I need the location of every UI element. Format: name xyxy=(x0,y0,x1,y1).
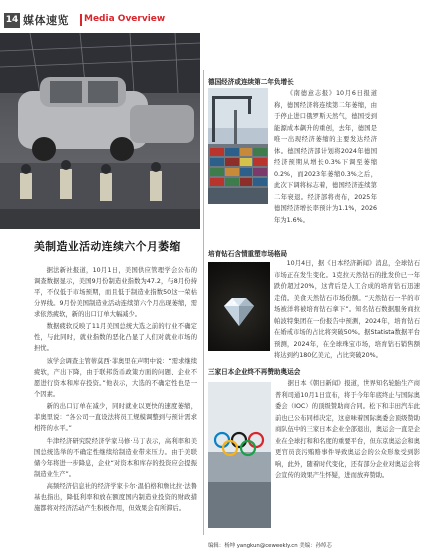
editor-label: 编辑： xyxy=(208,543,225,549)
editor-credits xyxy=(208,541,332,549)
designer-name: 孙绰芯 xyxy=(315,543,332,549)
paragraph: 高频经济信息社的经济学家卡尔·温伯格和詹比拉·法鲁基也指出，降低利率和放在额度国内制造业投资的财政措施都将对经济活动产生积极作用，但效果会有所滞后。 xyxy=(34,483,197,513)
headline-lab-diamonds: 培育钻石含情重塑市场格局 xyxy=(208,250,288,258)
editor-email: yangkun@ceweekly.cn xyxy=(236,543,298,549)
paragraph: 数据疲软反映了11月美国总统大选之前的行业不确定性，与此同时，就业指数的恶化凸显了人们对就业市场的担忧。 xyxy=(34,323,197,353)
paragraph: 据法新社报道，10月1日，美国供应管理学会公布的调查数据显示，美国9月份制造业指数为47.2，与8月份持平，不仅低于市场预期，而且低于制造业指数50这一荣枯分界线。9月份美国制造业活动连续第六个月出现萎缩，需求依然疲软，新的出口订单大幅减少。 xyxy=(34,267,197,318)
car-factory-photo xyxy=(0,33,200,229)
paragraph: 据日本《朝日新闻》报道，世界知名轮胎生产商普利司通10月1日宣布，将于今年年底终止与国际奥委会（IOC）的顶级赞助商合同。松下和丰田汽车此前也已公布同样决定，这意味着国际奥委会顶级赞助商队伍中的三家日本企业全部退出，奥运会一直是企业在全球打和和名度的重要平台，但东京奥运会和奥更官员丧污贿赂事件导致奥运会的公众形象受到影响，此外，随着时代变化，还有部分企业对奥运会将会宣传的效果产生怀疑，进而放弃赞助。 xyxy=(275,380,420,480)
section-title-cn: 媒体速览 xyxy=(23,14,69,27)
article-us-manufacturing xyxy=(34,266,197,517)
paragraph: 10月4日，据《日本经济新闻》消息，全球钻石市场正在发生变化。1克拉天然钻石的批发价已一年跌价超过20%，这背后是人工合成的培育钻石迅速走俏。美食天然钻石市场份额。“天然钻石一半的市场被洋将被培育钻石拿下”。知名钻石数据服务商拉帕波特集团在一份报告中预测，2024年，培育钻石在婚戒市场的占比将突破50%。据Statista数据平台预测，2024年，在全球珠宝市场，培育钻石销售额将达到约180亿美元，占比突破20%。 xyxy=(274,260,420,360)
article-lab-diamonds xyxy=(208,258,420,362)
article-germany-economy xyxy=(208,88,420,227)
section-divider xyxy=(80,14,82,26)
headline-germany-economy: 德国经济或连续第二年负增长 xyxy=(208,78,294,86)
headline-japan-olympic-sponsors: 三家日本企业终不再赞助奥运会 xyxy=(208,368,301,376)
paragraph: 新的出口订单在减少，同时就业以更快的速度萎缩，菲奥里说：“各公司一直设法将员工规模调整到与预计需求相符的水平。” xyxy=(34,403,197,433)
paragraph: 牛津经济研究院经济学家马修·马丁表示，高利率和美国总统选举的不确定性继续给制造业带来压力。由于美联储今年将进一步降息，企业“对资本和库存的投资应会提振制造业生产”。 xyxy=(34,437,197,478)
designer-label: 美编： xyxy=(299,543,316,549)
paragraph: 该学会调查主管蒂莫西·菲奥里在声明中说：“需求继续疲软，产出下降，由于联邦货币政策方面的问题、企业不愿进行资本和库存投资。”他表示，大选的不确定性也是一个因素。 xyxy=(34,357,197,398)
editor-name: 杨坤 xyxy=(224,543,235,549)
column-divider xyxy=(203,70,204,535)
page-header xyxy=(0,0,427,34)
article-japan-olympic-sponsors xyxy=(208,378,420,482)
paragraph: 《南德意志报》10月6日报道称，德国经济将连续第二年萎缩，由于停止进口俄罗斯天然气，德国受到能源成本飙升的重创，去年，德国是唯一出现经济萎缩的主要发达经济体。德国经济部计划将2024年德国经济预期从增长0.3%下调至萎缩0.2%，而2023年萎缩0.3%之后，此次下调将标志着，德国经济连续第二年衰退。经济部将责布，2025年德国经济增长率预计为1.1%，2026年为1.6%。 xyxy=(274,90,377,225)
section-title-en: Media Overview xyxy=(84,14,166,24)
page-number: 14 xyxy=(4,13,20,28)
headline-us-manufacturing: 美制造业活动连续六个月萎缩 xyxy=(34,240,181,253)
